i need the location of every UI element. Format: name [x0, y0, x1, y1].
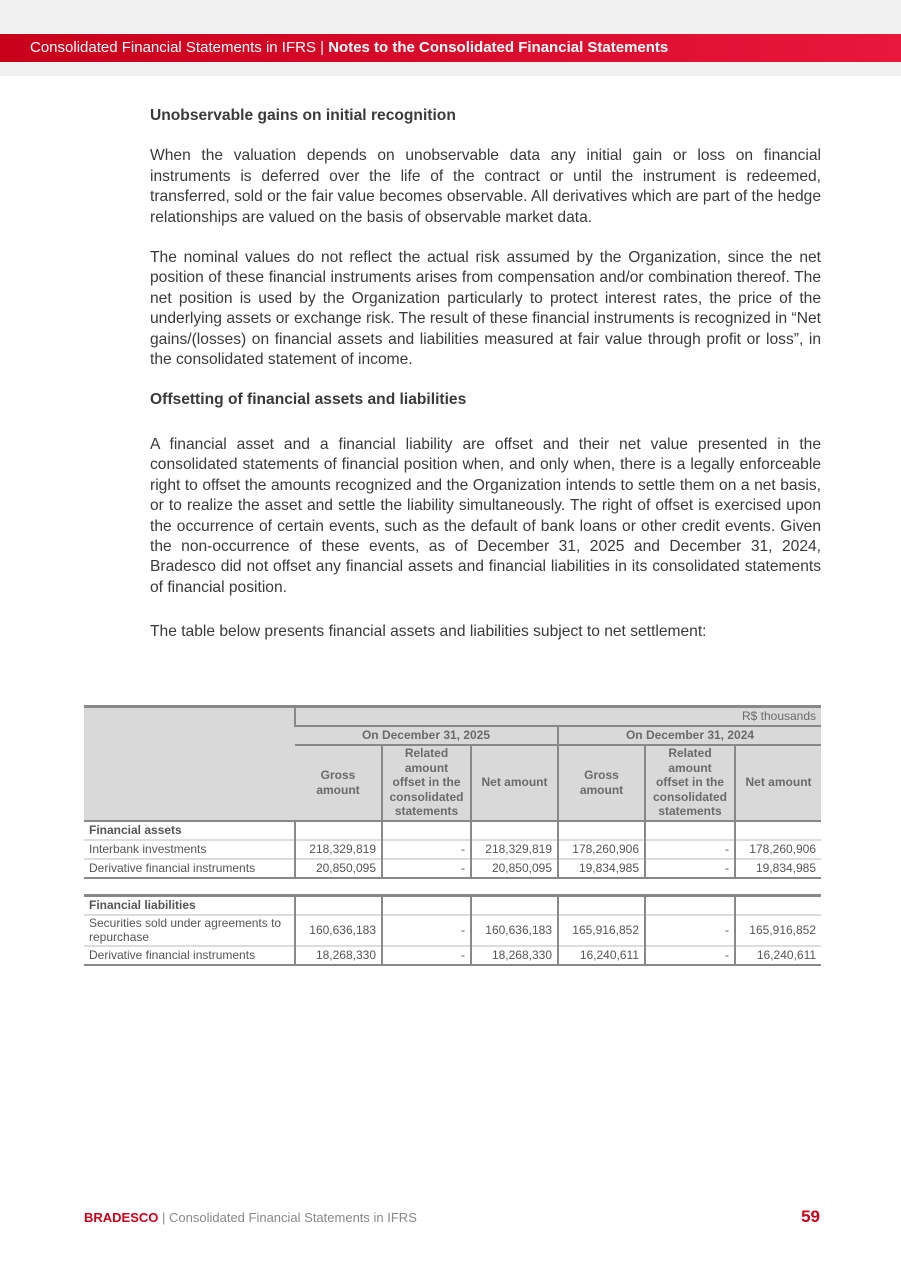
paragraph: The nominal values do not reflect the actual risk assumed by the Organization, since the net position of these financial instruments arises from compensation and/or combination thereof. The net position is used by the Organization particularly to protect interest rates, the price of the underlying assets or exchange risk. The result of these financial instruments is recognized in “Net gains/(losses) on financial assets and liabilities measured at fair value through profit or loss”, in the consolidated statement of income. [150, 249, 821, 369]
cell: - [382, 915, 471, 946]
paragraph: When the valuation depends on unobservable data any initial gain or loss on financial instruments is deferred over the life of the contract or until the instrument is redeemed, transferred, sold or the fair value becomes observable. All derivatives which are part of the hedge relationships are valued on the basis of observable market data. [150, 147, 821, 226]
cell: 20,850,095 [295, 859, 382, 878]
header-section: Consolidated Financial Statements in IFRS [30, 39, 316, 56]
cell: - [382, 859, 471, 878]
cell: 16,240,611 [735, 946, 821, 965]
offsetting-table [84, 705, 821, 966]
cell: 20,850,095 [471, 859, 558, 878]
header-subsection: Notes to the Consolidated Financial Statements [328, 39, 669, 56]
footer [84, 1210, 417, 1225]
column-header: Net amount [735, 745, 821, 821]
period-header: On December 31, 2024 [558, 726, 821, 745]
cell: 165,916,852 [558, 915, 645, 946]
footer-separator: | [158, 1210, 170, 1225]
period-header: On December 31, 2025 [295, 726, 558, 745]
heading-unobservable-gains: Unobservable gains on initial recognition [150, 107, 456, 124]
cell: 178,260,906 [735, 840, 821, 859]
cell: 218,329,819 [471, 840, 558, 859]
header-bar [0, 34, 901, 62]
brand-name: BRADESCO [84, 1210, 159, 1225]
section-title: Financial assets [89, 823, 182, 837]
cell: 160,636,183 [295, 915, 382, 946]
table-row [84, 915, 821, 946]
cell: 165,916,852 [735, 915, 821, 946]
cell: 160,636,183 [471, 915, 558, 946]
table-row [84, 840, 821, 859]
cell: - [382, 840, 471, 859]
cell: 19,834,985 [735, 859, 821, 878]
cell: 18,268,330 [295, 946, 382, 965]
column-header: Gross amount [295, 745, 382, 821]
page-number: 59 [801, 1207, 820, 1226]
header-separator: | [315, 39, 329, 56]
footer-text: Consolidated Financial Statements in IFRS [169, 1210, 417, 1225]
column-header: Net amount [471, 745, 558, 821]
column-header: Related amount offset in the consolidated statements [645, 745, 735, 821]
column-header: Related amount offset in the consolidated statements [382, 745, 471, 821]
cell: - [645, 859, 735, 878]
cell: - [645, 946, 735, 965]
units-label: R$ thousands [295, 707, 821, 726]
column-header: Gross amount [558, 745, 645, 821]
row-label: Derivative financial instruments [84, 946, 295, 965]
cell: - [645, 840, 735, 859]
table-row [84, 946, 821, 965]
table-row [84, 859, 821, 878]
cell: 218,329,819 [295, 840, 382, 859]
cell: 18,268,330 [471, 946, 558, 965]
cell: 19,834,985 [558, 859, 645, 878]
cell: - [382, 946, 471, 965]
content [150, 106, 821, 663]
row-label: Securities sold under agreements to repurchase [84, 915, 295, 946]
heading-offsetting: Offsetting of financial assets and liabilities [150, 391, 467, 409]
row-label: Interbank investments [84, 840, 295, 859]
paragraph: The table below presents financial assets and liabilities subject to net settlement: [150, 623, 707, 641]
cell: 178,260,906 [558, 840, 645, 859]
section-title: Financial liabilities [84, 896, 295, 915]
paragraph: A financial asset and a financial liability are offset and their net value presented in the consolidated statements of financial position when, and only when, there is a legally enforceable right to offset the amounts recognized and the Organization intends to settle them on a net basis, or to realize the asset and settle the liability simultaneously. The right of offset is exercised upon the occurrence of certain events, such as the default of bank loans or other credit events. Given the non-occurrence of these events, as of December 31, 2025 and December 31, 2024, Bradesco did not offset any financial assets and financial liabilities in its consolidated statements of financial position. [150, 435, 821, 596]
cell: - [645, 915, 735, 946]
row-label: Derivative financial instruments [84, 859, 295, 878]
cell: 16,240,611 [558, 946, 645, 965]
